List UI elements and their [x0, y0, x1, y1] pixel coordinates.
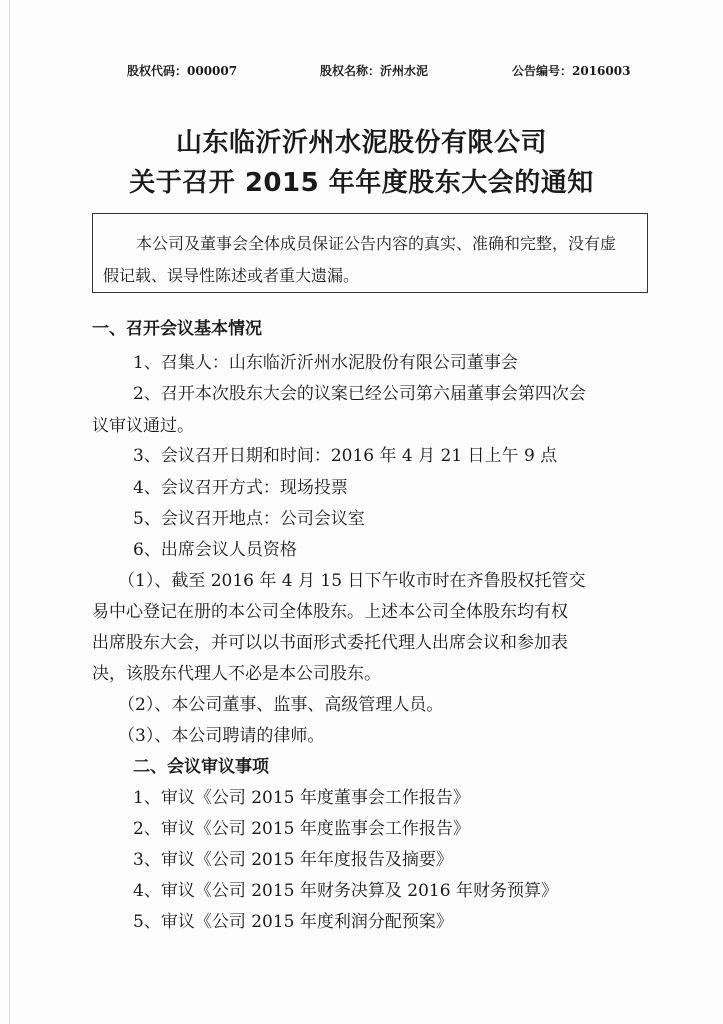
stock-name: 股权名称：沂州水泥 — [320, 64, 429, 78]
body-line: （1）、截至 2016 年 4 月 15 日下午收市时在齐鲁股权托管交 — [118, 571, 586, 591]
agenda-item: 4、审议《公司 2015 年财务决算及 2016 年财务预算》 — [133, 881, 558, 901]
agenda-item: 2、审议《公司 2015 年度监事会工作报告》 — [133, 819, 470, 839]
body-line: 决，该股东代理人不必是本公司股东。 — [92, 664, 381, 684]
section-heading-2: 二、会议审议事项 — [133, 757, 269, 777]
body-line: 4、会议召开方式：现场投票 — [133, 478, 348, 498]
section-heading-1: 一、召开会议基本情况 — [92, 319, 262, 339]
body-line: （3）、本公司聘请的律师。 — [118, 726, 325, 746]
disclaimer-box — [92, 213, 648, 293]
notice-title: 关于召开 2015 年年度股东大会的通知 — [129, 168, 594, 198]
disclaimer-line: 本公司及董事会全体成员保证公告内容的真实、准确和完整，没有虚 — [136, 234, 617, 253]
body-line: 3、会议召开日期和时间：2016 年 4 月 21 日上午 9 点 — [133, 446, 558, 466]
body-line: 6、出席会议人员资格 — [133, 540, 297, 560]
agenda-item: 1、审议《公司 2015 年度董事会工作报告》 — [133, 788, 470, 808]
body-line: 1、召集人：山东临沂沂州水泥股份有限公司董事会 — [133, 353, 518, 373]
document-header — [0, 62, 723, 82]
body-line: 议审议通过。 — [92, 416, 194, 436]
disclaimer-line: 假记载、误导性陈述或者重大遗漏。 — [103, 266, 360, 285]
body-line: 2、召开本次股东大会的议案已经公司第六届董事会第四次会 — [133, 384, 586, 404]
body-line: （2）、本公司董事、监事、高级管理人员。 — [118, 695, 444, 715]
agenda-item: 3、审议《公司 2015 年年度报告及摘要》 — [133, 850, 453, 870]
notice-number: 公告编号：2016003 — [512, 64, 631, 78]
agenda-item: 5、审议《公司 2015 年度利润分配预案》 — [133, 912, 453, 932]
stock-code: 股权代码：000007 — [127, 64, 238, 78]
company-title: 山东临沂沂州水泥股份有限公司 — [175, 128, 547, 158]
body-line: 5、会议召开地点：公司会议室 — [133, 509, 365, 529]
body-line: 出席股东大会，并可以以书面形式委托代理人出席会议和参加表 — [92, 633, 568, 653]
body-line: 易中心登记在册的本公司全体股东。上述本公司全体股东均有权 — [92, 602, 568, 622]
